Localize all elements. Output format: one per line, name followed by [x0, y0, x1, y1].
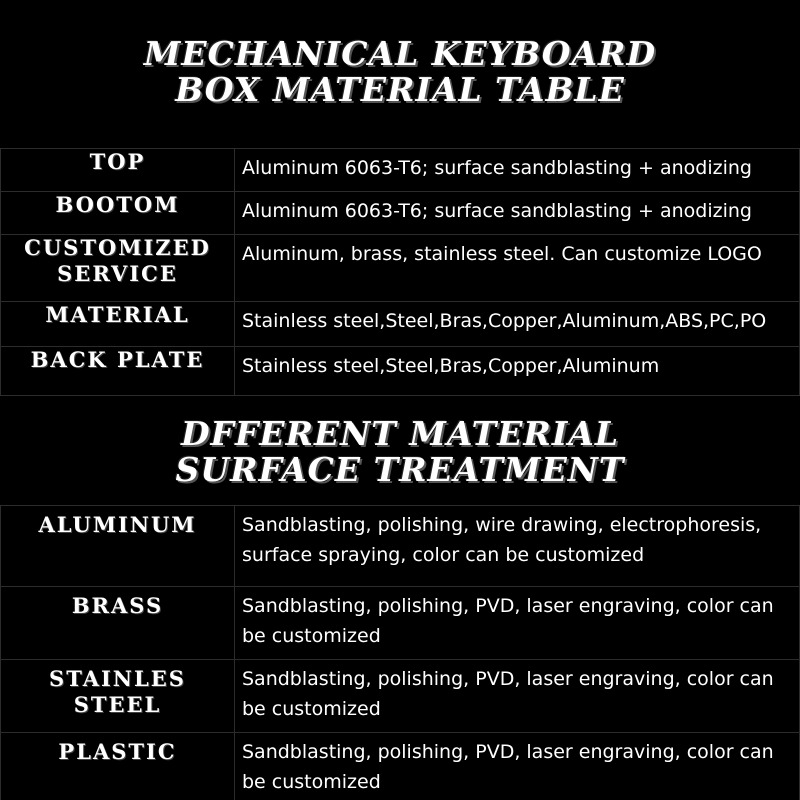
- table-row: [1, 587, 800, 660]
- row-value-material: Stainless steel,Steel,Bras,Copper,Aluminum,ABS,PC,PO: [235, 302, 800, 347]
- box-material-title: [0, 36, 800, 108]
- row-label-plastic: PLASTIC: [1, 733, 235, 800]
- row-value-bootom: Aluminum 6063-T6; surface sandblasting + anodizing: [235, 192, 800, 235]
- box-material-title-line-1: MECHANICAL KEYBOARD: [143, 34, 657, 73]
- row-label-back-plate: BACK PLATE: [1, 347, 235, 396]
- row-value-customized-service: Aluminum, brass, stainless steel. Can customize LOGO: [235, 235, 800, 302]
- row-value-aluminum: Sandblasting, polishing, wire drawing, electrophoresis, surface spraying, color can be customized: [235, 506, 800, 587]
- table-row: [1, 149, 800, 192]
- box-material-table: [0, 148, 800, 396]
- row-label-brass: BRASS: [1, 587, 235, 660]
- row-value-back-plate: Stainless steel,Steel,Bras,Copper,Aluminum: [235, 347, 800, 396]
- surface-treatment-table: [0, 505, 800, 800]
- surface-treatment-title-line-1: DFFERENT MATERIAL: [180, 414, 620, 453]
- row-value-brass: Sandblasting, polishing, PVD, laser engraving, color can be customized: [235, 587, 800, 660]
- row-label-stainles-steel: STAINLES STEEL: [1, 660, 235, 733]
- table-row: [1, 192, 800, 235]
- row-label-top: TOP: [1, 149, 235, 192]
- row-label-material: MATERIAL: [1, 302, 235, 347]
- table-row: [1, 733, 800, 800]
- table-row: [1, 235, 800, 302]
- row-label-customized-service: CUSTOMIZED SERVICE: [1, 235, 235, 302]
- row-value-top: Aluminum 6063-T6; surface sandblasting + anodizing: [235, 149, 800, 192]
- row-value-plastic: Sandblasting, polishing, PVD, laser engraving, color can be customized: [235, 733, 800, 800]
- table-row: [1, 347, 800, 396]
- row-label-bootom: BOOTOM: [1, 192, 235, 235]
- surface-treatment-title-line-2: SURFACE TREATMENT: [175, 450, 625, 489]
- box-material-title-line-2: BOX MATERIAL TABLE: [175, 70, 625, 109]
- table-row: [1, 660, 800, 733]
- row-label-aluminum: ALUMINUM: [1, 506, 235, 587]
- surface-treatment-title: [0, 416, 800, 488]
- table-row: [1, 302, 800, 347]
- table-row: [1, 506, 800, 587]
- row-value-stainles-steel: Sandblasting, polishing, PVD, laser engraving, color can be customized: [235, 660, 800, 733]
